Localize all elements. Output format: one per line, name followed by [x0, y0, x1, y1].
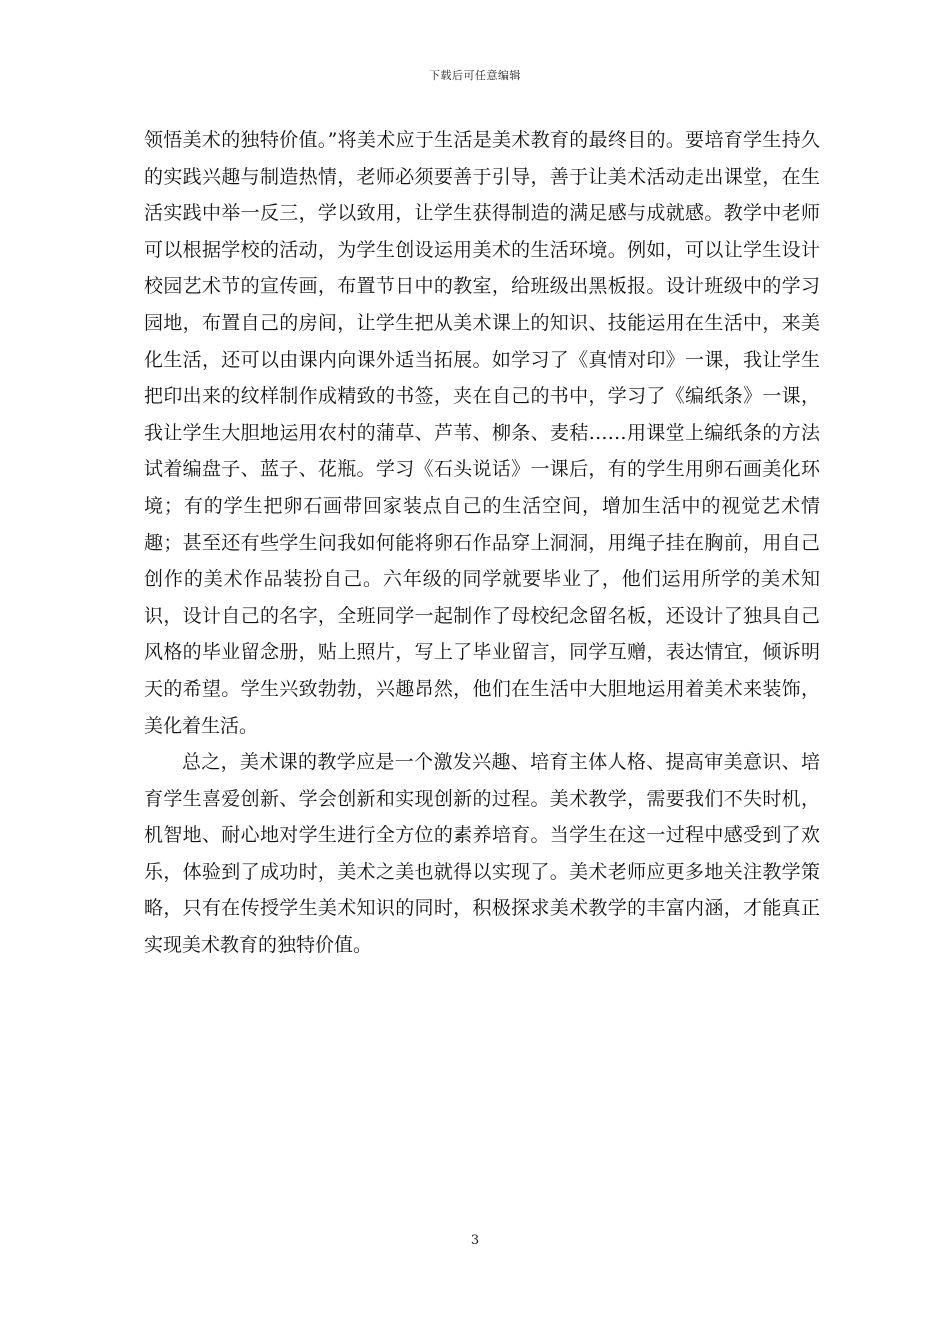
body-paragraph-conclusion: 总之，美术课的教学应是一个激发兴趣、培育主体人格、提高审美意识、培育学生喜爱创新、学会创新和实现创新的过程。美术教学，需要我们不失时机，机智地、耐心地对学生进行全方位的素养培育。当学生在这一过程中感受到了欢乐，体验到了成功时，美术之美也就得以实现了。美术老师应更多地关注教学策略，只有在传授学生美术知识的同时，积极探求美术教学的丰富内涵，才能真正实现美术教育的独特价值。: [144, 751, 820, 957]
document-body: [144, 122, 820, 964]
page-number: 3: [470, 1233, 480, 1248]
page-header: 下载后可任意编辑: [429, 69, 521, 82]
body-paragraph-continued: 领悟美术的独特价值。”将美术应于生活是美术教育的最终目的。要培育学生持久的实践兴趣与制造热情，老师必须要善于引导，善于让美术活动走出课堂，在生活实践中举一反三，学以致用，让学生获得制造的满足感与成就感。教学中老师可以根据学校的活动，为学生创设运用美术的生活环境。例如，可以让学生设计校园艺术节的宣传画，布置节日中的教室，给班级出黑板报。设计班级中的学习园地，布置自己的房间，让学生把从美术课上的知识、技能运用在生活中，来美化生活，还可以由课内向课外适当拓展。如学习了《真情对印》一课，我让学生把印出来的纹样制作成精致的书签，夹在自己的书中，学习了《编纸条》一课，我让学生大胆地运用农村的蒲草、芦苇、柳条、麦秸……用课堂上编纸条的方法试着编盘子、蓝子、花瓶。学习《石头说话》一课后，有的学生用卵石画美化环境；有的学生把卵石画带回家装点自己的生活空间，增加生活中的视觉艺术情趣；甚至还有些学生问我如何能将卵石作品穿上洞洞，用绳子挂在胸前，用自己创作的美术作品装扮自己。六年级的同学就要毕业了，他们运用所学的美术知识，设计自己的名字，全班同学一起制作了母校纪念留名板，还设计了独具自己风格的毕业留念册，贴上照片，写上了毕业留言，同学互赠，表达情宜，倾诉明天的希望。学生兴致勃勃，兴趣昂然，他们在生活中大胆地运用着美术来装饰，美化着生活。: [144, 129, 820, 737]
